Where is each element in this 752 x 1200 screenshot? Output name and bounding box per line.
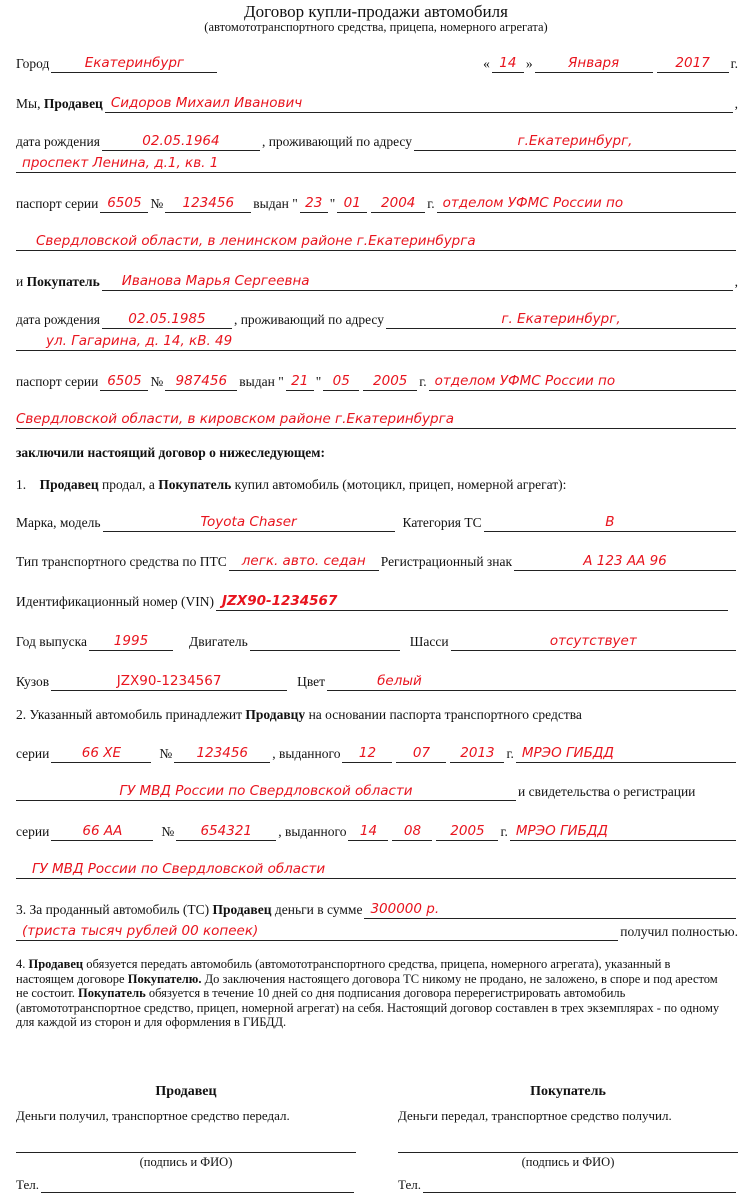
amount-words-line — [16, 922, 738, 941]
seller-issued-day-field: 23 — [300, 194, 328, 213]
color-field: белый — [327, 672, 736, 691]
make-line — [16, 513, 738, 532]
document-subtitle: (автомототранспортного средства, прицепа, номерного агрегата) — [204, 20, 548, 34]
and-label: и — [16, 274, 24, 289]
year-engine-line — [16, 632, 738, 651]
seller-issued-month-field: 01 — [337, 194, 367, 213]
buyer-signature-caption: (подпись и ФИО) — [521, 1155, 615, 1169]
type-line — [16, 552, 738, 571]
seller-signature-line — [16, 1124, 356, 1153]
we-label: Мы, — [16, 96, 41, 111]
seller-passport-series-field: 6505 — [100, 194, 148, 213]
pts-number-field: 123456 — [174, 744, 270, 763]
seller-passport-line: паспорт серии 6505 № 123456 выдан " 23 " 01 2004 г. отделом УФМС России по — [16, 194, 738, 213]
pts-month-field: 07 — [396, 744, 446, 763]
buyer-residing-label: , проживающий по адресу — [233, 312, 384, 327]
buyer-passport-label: паспорт серии — [16, 374, 99, 389]
seller-signature-caption: (подпись и ФИО) — [139, 1155, 233, 1169]
buyer-address-line-2 — [16, 332, 738, 351]
cert-month-field: 08 — [392, 822, 432, 841]
plate-field: А 123 АА 96 — [514, 552, 736, 571]
section4-buyer: Покупатель — [78, 986, 146, 1000]
cert-number-label: № — [161, 824, 175, 839]
buyer-signature-heading: Покупатель — [530, 1084, 606, 1099]
buyer-birth-date-field: 02.05.1985 — [102, 310, 232, 329]
buyer-issued-day-field: 21 — [286, 372, 314, 391]
section2-intro-tail: на основании паспорта транспортного средства — [308, 707, 582, 722]
section1-intro — [16, 476, 738, 494]
cert-org-field-2: ГУ МВД России по Свердловской области — [16, 860, 736, 879]
pts-day-field: 12 — [342, 744, 392, 763]
seller-address-line-2 — [16, 154, 738, 173]
seller-birth-line — [16, 132, 738, 151]
buyer-signature-block — [398, 1084, 738, 1193]
buyer-issued-by-field-2: Свердловской области, в кировском районе г.Екатеринбурга — [16, 410, 736, 429]
cert-day-field: 14 — [348, 822, 388, 841]
cert-series-field: 66 АА — [51, 822, 153, 841]
contract-month-field: Января — [535, 54, 653, 73]
section4-text3: обязуется в течение 10 дней со дня подписания договора перерегистрировать автомобиль (автомототранспортное средство, прицеп, номерной агрегат) на себя. Настоящий договор составлен в трех экземплярах - по одному для каждой из сторон и для оформления в ГИБДД. — [16, 986, 720, 1029]
seller-issued-by-field-2: Свердловской области, в ленинском районе г.Екатеринбурга — [16, 232, 736, 251]
section4-seller: Продавец — [28, 957, 84, 971]
section4-paragraph — [16, 957, 730, 1030]
buyer-address-field-1: г. Екатеринбург, — [386, 310, 736, 329]
color-label: Цвет — [297, 674, 326, 689]
buyer-signature-line — [398, 1124, 738, 1153]
pts-year-suffix: г. — [506, 746, 514, 761]
received-label: получил полностью. — [620, 924, 738, 939]
seller-number-label: № — [150, 196, 164, 211]
section4-buyer-dative: Покупателю. — [127, 971, 202, 986]
buyer-name-field: Иванова Марья Сергеевна — [102, 272, 733, 291]
cert-line — [16, 822, 738, 841]
cert-org-line-2 — [16, 860, 738, 879]
buyer-number-label: № — [150, 374, 164, 389]
buyer-birth-line — [16, 310, 738, 329]
quote-close: » — [525, 56, 533, 71]
vin-label: Идентификационный номер (VIN) — [16, 594, 214, 609]
amount-words-field: (триста тысяч рублей 00 копеек) — [16, 922, 618, 941]
section1-number: 1. — [16, 477, 27, 492]
type-field: легк. авто. седан — [229, 552, 379, 571]
city-label: Город — [16, 56, 50, 71]
buyer-issued-by-field-1: отделом УФМС России по — [429, 372, 736, 391]
buyer-passport-series-field: 6505 — [100, 372, 148, 391]
buyer-signature-note: Деньги передал, транспортное средство получил. — [398, 1108, 672, 1123]
cert-year-suffix: г. — [500, 824, 508, 839]
seller-issued-year-field: 2004 — [371, 194, 425, 213]
seller-year-suffix: г. — [427, 196, 435, 211]
section1-seller: Продавец — [39, 477, 99, 492]
seller-role-label: Продавец — [43, 96, 103, 111]
city-date-line — [16, 54, 738, 73]
quote-open: « — [483, 56, 490, 71]
seller-passport-label: паспорт серии — [16, 196, 99, 211]
section1-buyer: Покупатель — [158, 477, 232, 492]
seller-birth-label: дата рождения — [16, 134, 100, 149]
seller-name-line: Мы, Продавец Сидоров Михаил Иванович , — [16, 95, 738, 111]
pts-series-label: серии — [16, 746, 50, 761]
pts-line — [16, 744, 738, 763]
pts-year-field: 2013 — [450, 744, 504, 763]
pts-issued-label: , выданного — [272, 746, 341, 761]
section2-intro-text: 2. Указанный автомобиль принадлежит — [16, 707, 243, 722]
section2-intro — [16, 706, 738, 724]
section1-text1: продал, а — [102, 477, 155, 492]
seller-tel-field — [41, 1174, 354, 1193]
agreement-heading — [16, 444, 738, 462]
plate-label: Регистрационный знак — [380, 554, 513, 569]
seller-phone-line — [16, 1174, 356, 1193]
section1-text2: купил автомобиль (мотоцикл, прицеп, номерной агрегат): — [234, 477, 567, 492]
agreement-label: заключили настоящий договор о нижеследующем: — [16, 445, 325, 460]
pts-number-label: № — [159, 746, 173, 761]
category-label: Категория ТС — [402, 515, 482, 530]
chassis-field: отсутствует — [451, 632, 736, 651]
buyer-issued-by-line-2 — [16, 410, 738, 429]
city-field: Екатеринбург — [51, 54, 217, 73]
engine-label: Двигатель — [188, 634, 248, 649]
buyer-passport-line: паспорт серии 6505 № 987456 выдан " 21 " 05 2005 г. отделом УФМС России по — [16, 372, 738, 391]
category-field: В — [484, 513, 736, 532]
pts-org-line-2 — [16, 782, 738, 801]
section3-line — [16, 900, 738, 919]
buyer-tel-field — [423, 1174, 736, 1193]
seller-address-field-2: проспект Ленина, д.1, кв. 1 — [16, 154, 736, 173]
seller-residing-label: , проживающий по адресу — [261, 134, 412, 149]
buyer-role-label: Покупатель — [26, 274, 100, 289]
section3-seller: Продавец — [212, 902, 272, 917]
cert-issued-label: , выданного — [278, 824, 347, 839]
body-field: JZX90-1234567 — [51, 672, 287, 691]
year-field: 1995 — [89, 632, 173, 651]
seller-address-field-1: г.Екатеринбург, — [414, 132, 736, 151]
body-label: Кузов — [16, 674, 50, 689]
vin-field: JZX90-1234567 — [216, 592, 728, 611]
make-field: Toyota Chaser — [103, 513, 395, 532]
seller-signature-block — [16, 1084, 356, 1193]
seller-signature-heading: Продавец — [155, 1084, 217, 1099]
section3-text: деньги в сумме — [274, 902, 363, 917]
buyer-year-suffix: г. — [419, 374, 427, 389]
buyer-passport-number-field: 987456 — [165, 372, 237, 391]
cert-series-label: серии — [16, 824, 50, 839]
seller-issued-label: выдан — [253, 196, 289, 211]
seller-signature-note: Деньги получил, транспортное средство передал. — [16, 1108, 290, 1123]
buyer-name-line: и Покупатель Иванова Марья Сергеевна , — [16, 273, 738, 289]
seller-issued-by-line-2 — [16, 232, 738, 251]
engine-field — [250, 632, 400, 651]
year-suffix: г. — [730, 56, 738, 71]
section4-number: 4. — [16, 957, 26, 971]
buyer-issued-year-field: 2005 — [363, 372, 417, 391]
pts-org-field-1: МРЭО ГИБДД — [516, 744, 736, 763]
year-label: Год выпуска — [16, 634, 87, 649]
pts-org-field-2: ГУ МВД России по Свердловской области — [16, 782, 516, 801]
buyer-issued-label: выдан — [239, 374, 275, 389]
body-color-line — [16, 672, 738, 691]
cert-label: и свидетельства о регистрации — [518, 784, 696, 799]
section3-intro: 3. За проданный автомобиль (ТС) — [16, 902, 210, 917]
buyer-tel-label: Тел. — [398, 1177, 421, 1192]
type-label: Тип транспортного средства по ПТС — [16, 554, 227, 569]
cert-number-field: 654321 — [176, 822, 276, 841]
seller-name-field: Сидоров Михаил Иванович — [105, 94, 733, 113]
amount-field: 300000 р. — [364, 900, 736, 919]
cert-org-field-1: МРЭО ГИБДД — [510, 822, 736, 841]
contract-day-field: 14 — [492, 54, 524, 73]
section4-text2: До заключения настоящего договора ТС никому не продано, не заложено, в споре и под арестом не состоит. — [16, 971, 718, 1000]
buyer-birth-label: дата рождения — [16, 312, 100, 327]
buyer-phone-line — [398, 1174, 738, 1193]
seller-birth-date-field: 02.05.1964 — [102, 132, 260, 151]
seller-tel-label: Тел. — [16, 1177, 39, 1192]
section4-text1: обязуется передать автомобиль (автомототранспортного средства, прицепа, номерного агрегата), указанный в настоящем договоре — [16, 957, 671, 986]
seller-passport-number-field: 123456 — [165, 194, 251, 213]
buyer-issued-month-field: 05 — [323, 372, 359, 391]
vin-line — [16, 592, 738, 611]
section2-seller: Продавцу — [245, 707, 306, 722]
make-label: Марка, модель — [16, 515, 101, 530]
chassis-label: Шасси — [409, 634, 449, 649]
cert-year-field: 2005 — [436, 822, 498, 841]
pts-series-field: 66 ХЕ — [51, 744, 151, 763]
contract-year-field: 2017 — [657, 54, 729, 73]
seller-issued-by-field-1: отделом УФМС России по — [437, 194, 736, 213]
document-title: Договор купли-продажи автомобиля — [244, 2, 508, 21]
buyer-address-field-2: ул. Гагарина, д. 14, кВ. 49 — [16, 332, 736, 351]
